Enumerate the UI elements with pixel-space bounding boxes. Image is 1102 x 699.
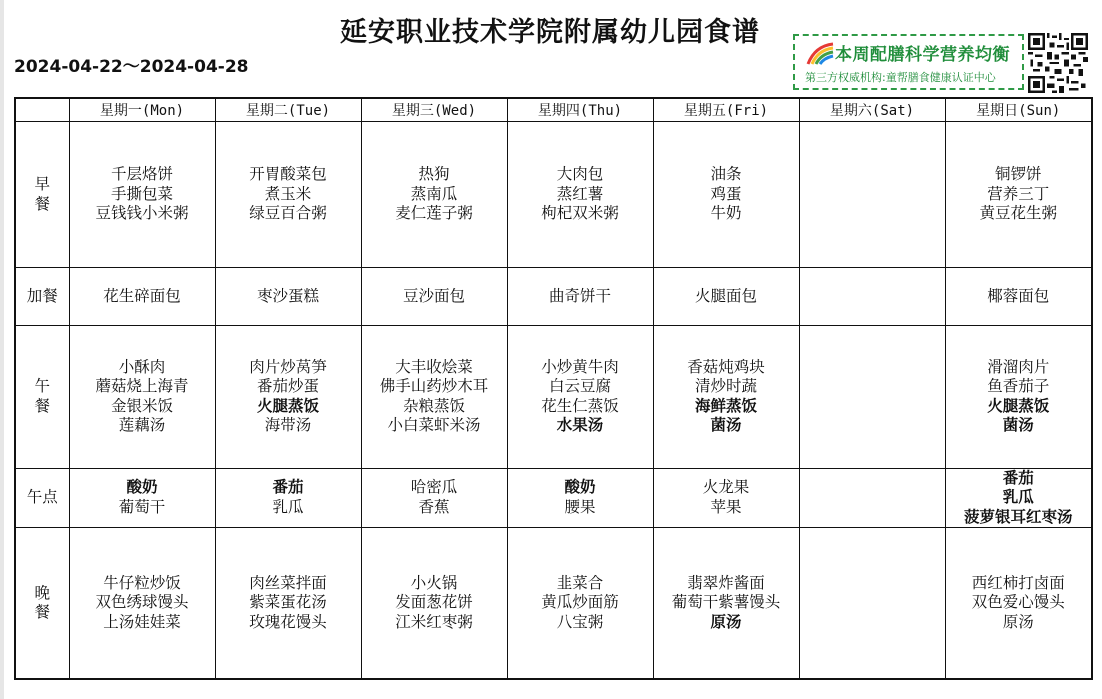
menu-cell — [215, 268, 361, 326]
dish-item: 鱼香茄子 — [987, 377, 1050, 396]
dish-item: 菌汤 — [710, 416, 742, 435]
dish-item: 葡萄干 — [118, 497, 166, 516]
menu-cell — [69, 268, 215, 326]
dish-item: 豆沙面包 — [402, 287, 465, 306]
day-header: 星期三(Wed) — [361, 98, 507, 122]
menu-cell — [215, 326, 361, 468]
dish-item: 海鲜蒸饭 — [694, 396, 757, 415]
dish-item: 煮玉米 — [264, 184, 312, 203]
nutrition-certification-badge — [793, 34, 1024, 90]
dish-item: 黄瓜炒面筋 — [541, 593, 619, 612]
badge-main-text: 本周配膳科学营养均衡 — [835, 45, 1010, 65]
menu-cell — [799, 528, 945, 679]
dish-item: 枸杞双米粥 — [541, 204, 619, 223]
dish-item: 小白菜虾米汤 — [387, 416, 481, 435]
dish-item: 蒸红薯 — [556, 184, 604, 203]
menu-cell — [361, 268, 507, 326]
menu-cell — [361, 122, 507, 268]
dish-item: 麦仁莲子粥 — [395, 204, 473, 223]
menu-cell — [507, 122, 653, 268]
menu-cell — [507, 528, 653, 679]
dish-item: 滑溜肉片 — [987, 357, 1050, 376]
dish-item: 火龙果 — [702, 478, 750, 497]
dish-item: 油条 — [710, 165, 742, 184]
dish-item: 佛手山药炒木耳 — [379, 377, 489, 396]
dish-item: 乳瓜 — [1002, 488, 1034, 507]
dish-item: 开胃酸菜包 — [249, 165, 327, 184]
dish-item: 哈密瓜 — [410, 478, 458, 497]
dish-item: 乳瓜 — [272, 497, 304, 516]
meal-label-char: 餐 — [34, 396, 50, 415]
dish-item: 椰蓉面包 — [987, 287, 1050, 306]
dish-item: 鸡蛋 — [710, 184, 742, 203]
meal-label — [15, 122, 69, 268]
dish-item: 牛仔粒炒饭 — [103, 573, 181, 592]
dish-item: 金银米饭 — [110, 396, 173, 415]
header-row — [15, 98, 1092, 122]
menu-cell — [361, 468, 507, 528]
dish-item: 番茄 — [272, 478, 304, 497]
dish-item: 韭菜合 — [556, 573, 604, 592]
day-header: 星期日(Sun) — [945, 98, 1092, 122]
menu-cell — [945, 528, 1092, 679]
dish-item: 紫菜蛋花汤 — [249, 593, 327, 612]
dish-item: 香蕉 — [418, 497, 450, 516]
menu-cell — [945, 326, 1092, 468]
left-edge-strip — [0, 0, 4, 699]
corner-cell — [15, 98, 69, 122]
menu-cell — [945, 268, 1092, 326]
dish-item: 肉片炒莴笋 — [249, 357, 327, 376]
menu-cell — [215, 528, 361, 679]
rainbow-logo-icon — [805, 42, 835, 66]
dish-item: 小火锅 — [410, 573, 458, 592]
day-header: 星期六(Sat) — [799, 98, 945, 122]
menu-cell — [69, 326, 215, 468]
dish-item: 菠萝银耳红枣汤 — [963, 507, 1073, 526]
dish-item: 蒸南瓜 — [410, 184, 458, 203]
dish-item: 苹果 — [710, 497, 742, 516]
menu-cell — [653, 268, 799, 326]
menu-cell — [653, 122, 799, 268]
dish-item: 海带汤 — [264, 416, 312, 435]
menu-cell — [945, 122, 1092, 268]
meal-label — [15, 528, 69, 679]
menu-cell — [69, 468, 215, 528]
menu-cell — [69, 122, 215, 268]
menu-cell — [799, 268, 945, 326]
date-range: 2024-04-22～2024-04-28 — [14, 57, 249, 77]
meal-row — [15, 528, 1092, 679]
meal-label-char: 早 — [34, 175, 50, 194]
dish-item: 酸奶 — [126, 478, 158, 497]
dish-item: 菌汤 — [1002, 416, 1034, 435]
dish-item: 枣沙蛋糕 — [256, 287, 319, 306]
dish-item: 原汤 — [710, 612, 742, 631]
menu-cell — [215, 468, 361, 528]
dish-item: 大肉包 — [556, 165, 604, 184]
meal-label: 午点 — [15, 468, 69, 528]
menu-cell — [653, 326, 799, 468]
menu-cell — [361, 326, 507, 468]
meal-label-char: 午 — [34, 377, 50, 396]
dish-item: 铜锣饼 — [994, 165, 1042, 184]
dish-item: 火腿蒸饭 — [987, 396, 1050, 415]
qr-code-icon — [1028, 33, 1088, 93]
menu-cell — [653, 468, 799, 528]
dish-item: 双色绣球馒头 — [95, 593, 189, 612]
meal-row — [15, 122, 1092, 268]
meal-label — [15, 326, 69, 468]
dish-item: 水果汤 — [556, 416, 604, 435]
dish-item: 热狗 — [418, 165, 450, 184]
dish-item: 翡翠炸酱面 — [687, 573, 765, 592]
day-header: 星期一(Mon) — [69, 98, 215, 122]
page-title: 延安职业技术学院附属幼儿园食谱 — [340, 17, 760, 48]
meal-row — [15, 326, 1092, 468]
day-header: 星期四(Thu) — [507, 98, 653, 122]
dish-item: 手撕包菜 — [110, 184, 173, 203]
dish-item: 牛奶 — [710, 204, 742, 223]
dish-item: 肉丝菜拌面 — [249, 573, 327, 592]
dish-item: 酸奶 — [564, 478, 596, 497]
menu-cell — [507, 468, 653, 528]
dish-item: 莲藕汤 — [118, 416, 166, 435]
dish-item: 绿豆百合粥 — [249, 204, 327, 223]
dish-item: 腰果 — [564, 497, 596, 516]
day-header: 星期二(Tue) — [215, 98, 361, 122]
menu-cell — [945, 468, 1092, 528]
menu-cell — [799, 122, 945, 268]
meal-label-char: 晚 — [34, 583, 50, 602]
menu-cell — [69, 528, 215, 679]
dish-item: 双色爱心馒头 — [971, 593, 1065, 612]
dish-item: 八宝粥 — [556, 612, 604, 631]
dish-item: 火腿蒸饭 — [256, 396, 319, 415]
dish-item: 花生仁蒸饭 — [541, 396, 619, 415]
menu-cell — [799, 468, 945, 528]
dish-item: 曲奇饼干 — [548, 287, 611, 306]
dish-item: 番茄 — [1002, 468, 1034, 487]
day-header: 星期五(Fri) — [653, 98, 799, 122]
dish-item: 大丰收烩菜 — [395, 357, 473, 376]
meal-label: 加餐 — [15, 268, 69, 326]
dish-item: 火腿面包 — [694, 287, 757, 306]
weekly-menu-table — [14, 97, 1093, 680]
dish-item: 香菇炖鸡块 — [687, 357, 765, 376]
dish-item: 玫瑰花馒头 — [249, 612, 327, 631]
dish-item: 白云豆腐 — [548, 377, 611, 396]
dish-item: 葡萄干紫薯馒头 — [671, 593, 781, 612]
meal-row — [15, 468, 1092, 528]
badge-sub-text: 第三方权威机构:童帮膳食健康认证中心 — [805, 71, 996, 84]
menu-cell — [507, 268, 653, 326]
menu-cell — [653, 528, 799, 679]
dish-item: 黄豆花生粥 — [979, 204, 1057, 223]
dish-item: 上汤娃娃菜 — [103, 612, 181, 631]
dish-item: 豆钱钱小米粥 — [95, 204, 189, 223]
dish-item: 营养三丁 — [987, 184, 1050, 203]
dish-item: 西红柿打卤面 — [971, 573, 1065, 592]
meal-label-char: 餐 — [34, 194, 50, 213]
dish-item: 江米红枣粥 — [395, 612, 473, 631]
dish-item: 千层烙饼 — [110, 165, 173, 184]
dish-item: 花生碎面包 — [103, 287, 181, 306]
menu-cell — [215, 122, 361, 268]
dish-item: 蘑菇烧上海青 — [95, 377, 189, 396]
meal-label-char: 餐 — [34, 603, 50, 622]
meal-row — [15, 268, 1092, 326]
dish-item: 清炒时蔬 — [694, 377, 757, 396]
dish-item: 原汤 — [1002, 612, 1034, 631]
menu-cell — [507, 326, 653, 468]
dish-item: 小炒黄牛肉 — [541, 357, 619, 376]
dish-item: 番茄炒蛋 — [256, 377, 319, 396]
dish-item: 杂粮蒸饭 — [402, 396, 465, 415]
dish-item: 小酥肉 — [118, 357, 166, 376]
menu-cell — [361, 528, 507, 679]
dish-item: 发面葱花饼 — [395, 593, 473, 612]
menu-cell — [799, 326, 945, 468]
